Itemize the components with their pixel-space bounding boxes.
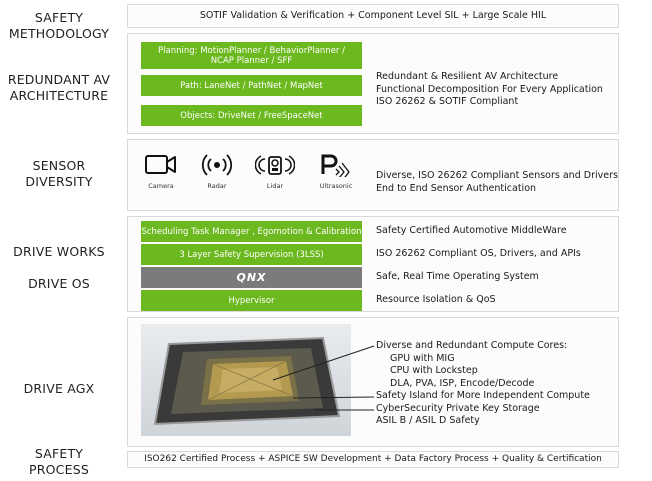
label-drive-os	[0, 276, 118, 292]
desc-line: Safety Island for More Independent Compute	[376, 390, 590, 401]
bar-text: 3 Layer Safety Supervision (3LSS)	[179, 249, 324, 260]
bar-text: Scheduling Task Manager , Egomotion & Calibration	[141, 226, 362, 237]
lidar-icon	[255, 153, 295, 177]
safety-process-panel	[127, 451, 619, 468]
sensor-label: Lidar	[266, 182, 284, 190]
sensor-ultrasonic	[310, 153, 362, 190]
label-sensor-diversity	[0, 158, 118, 190]
radar-icon	[200, 153, 234, 177]
label-safety-process	[0, 446, 118, 478]
callout-lines	[128, 318, 378, 448]
sensor-description	[376, 170, 618, 195]
objects-block	[141, 105, 362, 126]
qnx-bar	[141, 267, 362, 288]
desc-line: Redundant & Resilient AV Architecture	[376, 71, 559, 82]
safety-methodology-panel	[127, 4, 619, 28]
agx-description	[376, 340, 590, 428]
desc-line: GPU with MIG	[390, 352, 455, 364]
redundant-av-panel	[127, 33, 619, 134]
sensor-diversity-panel	[127, 139, 619, 211]
label-line: DRIVE WORKS	[13, 244, 105, 259]
safety-process-text: ISO262 Certified Process + ASPICE SW Development + Data Factory Process + Quality & Certification	[144, 454, 602, 464]
label-drive-works	[0, 244, 118, 260]
label-line: REDUNDANT AV	[7, 72, 111, 87]
drive-agx-panel	[127, 317, 619, 447]
redundant-description	[376, 71, 603, 109]
safety-methodology-text: SOTIF Validation & Verification + Component Level SIL + Large Scale HIL	[199, 10, 547, 21]
drive-works-os-panel	[127, 216, 619, 312]
desc-line: DLA, PVA, ISP, Encode/Decode	[390, 377, 535, 389]
desc-line: End to End Sensor Authentication	[376, 182, 537, 194]
label-line: DRIVE AGX	[23, 381, 95, 396]
path-block	[141, 75, 362, 96]
block-line: NCAP Planner / SFF	[210, 55, 293, 66]
desc-line: CyberSecurity Private Key Storage	[376, 402, 540, 414]
label-line: METHODOLOGY	[8, 26, 110, 41]
sensor-label: Ultrasonic	[319, 182, 353, 190]
label-line: SENSOR	[32, 158, 86, 173]
label-line: DRIVE OS	[28, 276, 90, 291]
rtos-desc: Safe, Real Time Operating System	[376, 271, 539, 282]
qnx-logo: QNX	[236, 270, 267, 284]
ultrasonic-icon	[319, 153, 353, 177]
bar-text: Hypervisor	[228, 295, 275, 306]
sensor-radar	[191, 153, 243, 190]
sensor-lidar	[249, 153, 301, 190]
scheduling-bar	[141, 221, 362, 242]
desc-line: ASIL B / ASIL D Safety	[376, 415, 480, 426]
label-line: DIVERSITY	[25, 174, 93, 189]
sensor-label: Camera	[148, 182, 174, 190]
label-line: SAFETY	[34, 10, 84, 25]
desc-line: ISO 26262 & SOTIF Compliant	[376, 96, 519, 107]
desc-line: Functional Decomposition For Every Application	[376, 83, 603, 95]
label-safety-methodology	[0, 10, 118, 42]
label-drive-agx	[0, 381, 118, 397]
safety-supervision-bar	[141, 244, 362, 265]
label-line: ARCHITECTURE	[9, 88, 109, 103]
desc-line: Diverse and Redundant Compute Cores:	[376, 340, 568, 351]
block-line: Objects: DriveNet / FreeSpaceNet	[180, 110, 323, 121]
block-line: Planning: MotionPlanner / BehaviorPlanner /	[158, 45, 345, 56]
sensor-label: Radar	[207, 182, 227, 190]
sensor-camera	[135, 153, 187, 190]
desc-line: Diverse, ISO 26262 Compliant Sensors and Drivers	[376, 170, 618, 181]
desc-line: CPU with Lockstep	[390, 365, 478, 376]
planning-block	[141, 42, 362, 69]
label-line: PROCESS	[29, 462, 89, 477]
label-line: SAFETY	[34, 446, 84, 461]
camera-icon	[144, 153, 178, 177]
block-line: Path: LaneNet / PathNet / MapNet	[180, 80, 323, 91]
hypervisor-bar	[141, 290, 362, 311]
label-redundant-av	[0, 72, 118, 104]
isolation-desc: Resource Isolation & QoS	[376, 294, 496, 305]
middleware-desc: Safety Certified Automotive MiddleWare	[376, 225, 567, 236]
os-drivers-desc: ISO 26262 Compliant OS, Drivers, and APIs	[376, 248, 581, 259]
